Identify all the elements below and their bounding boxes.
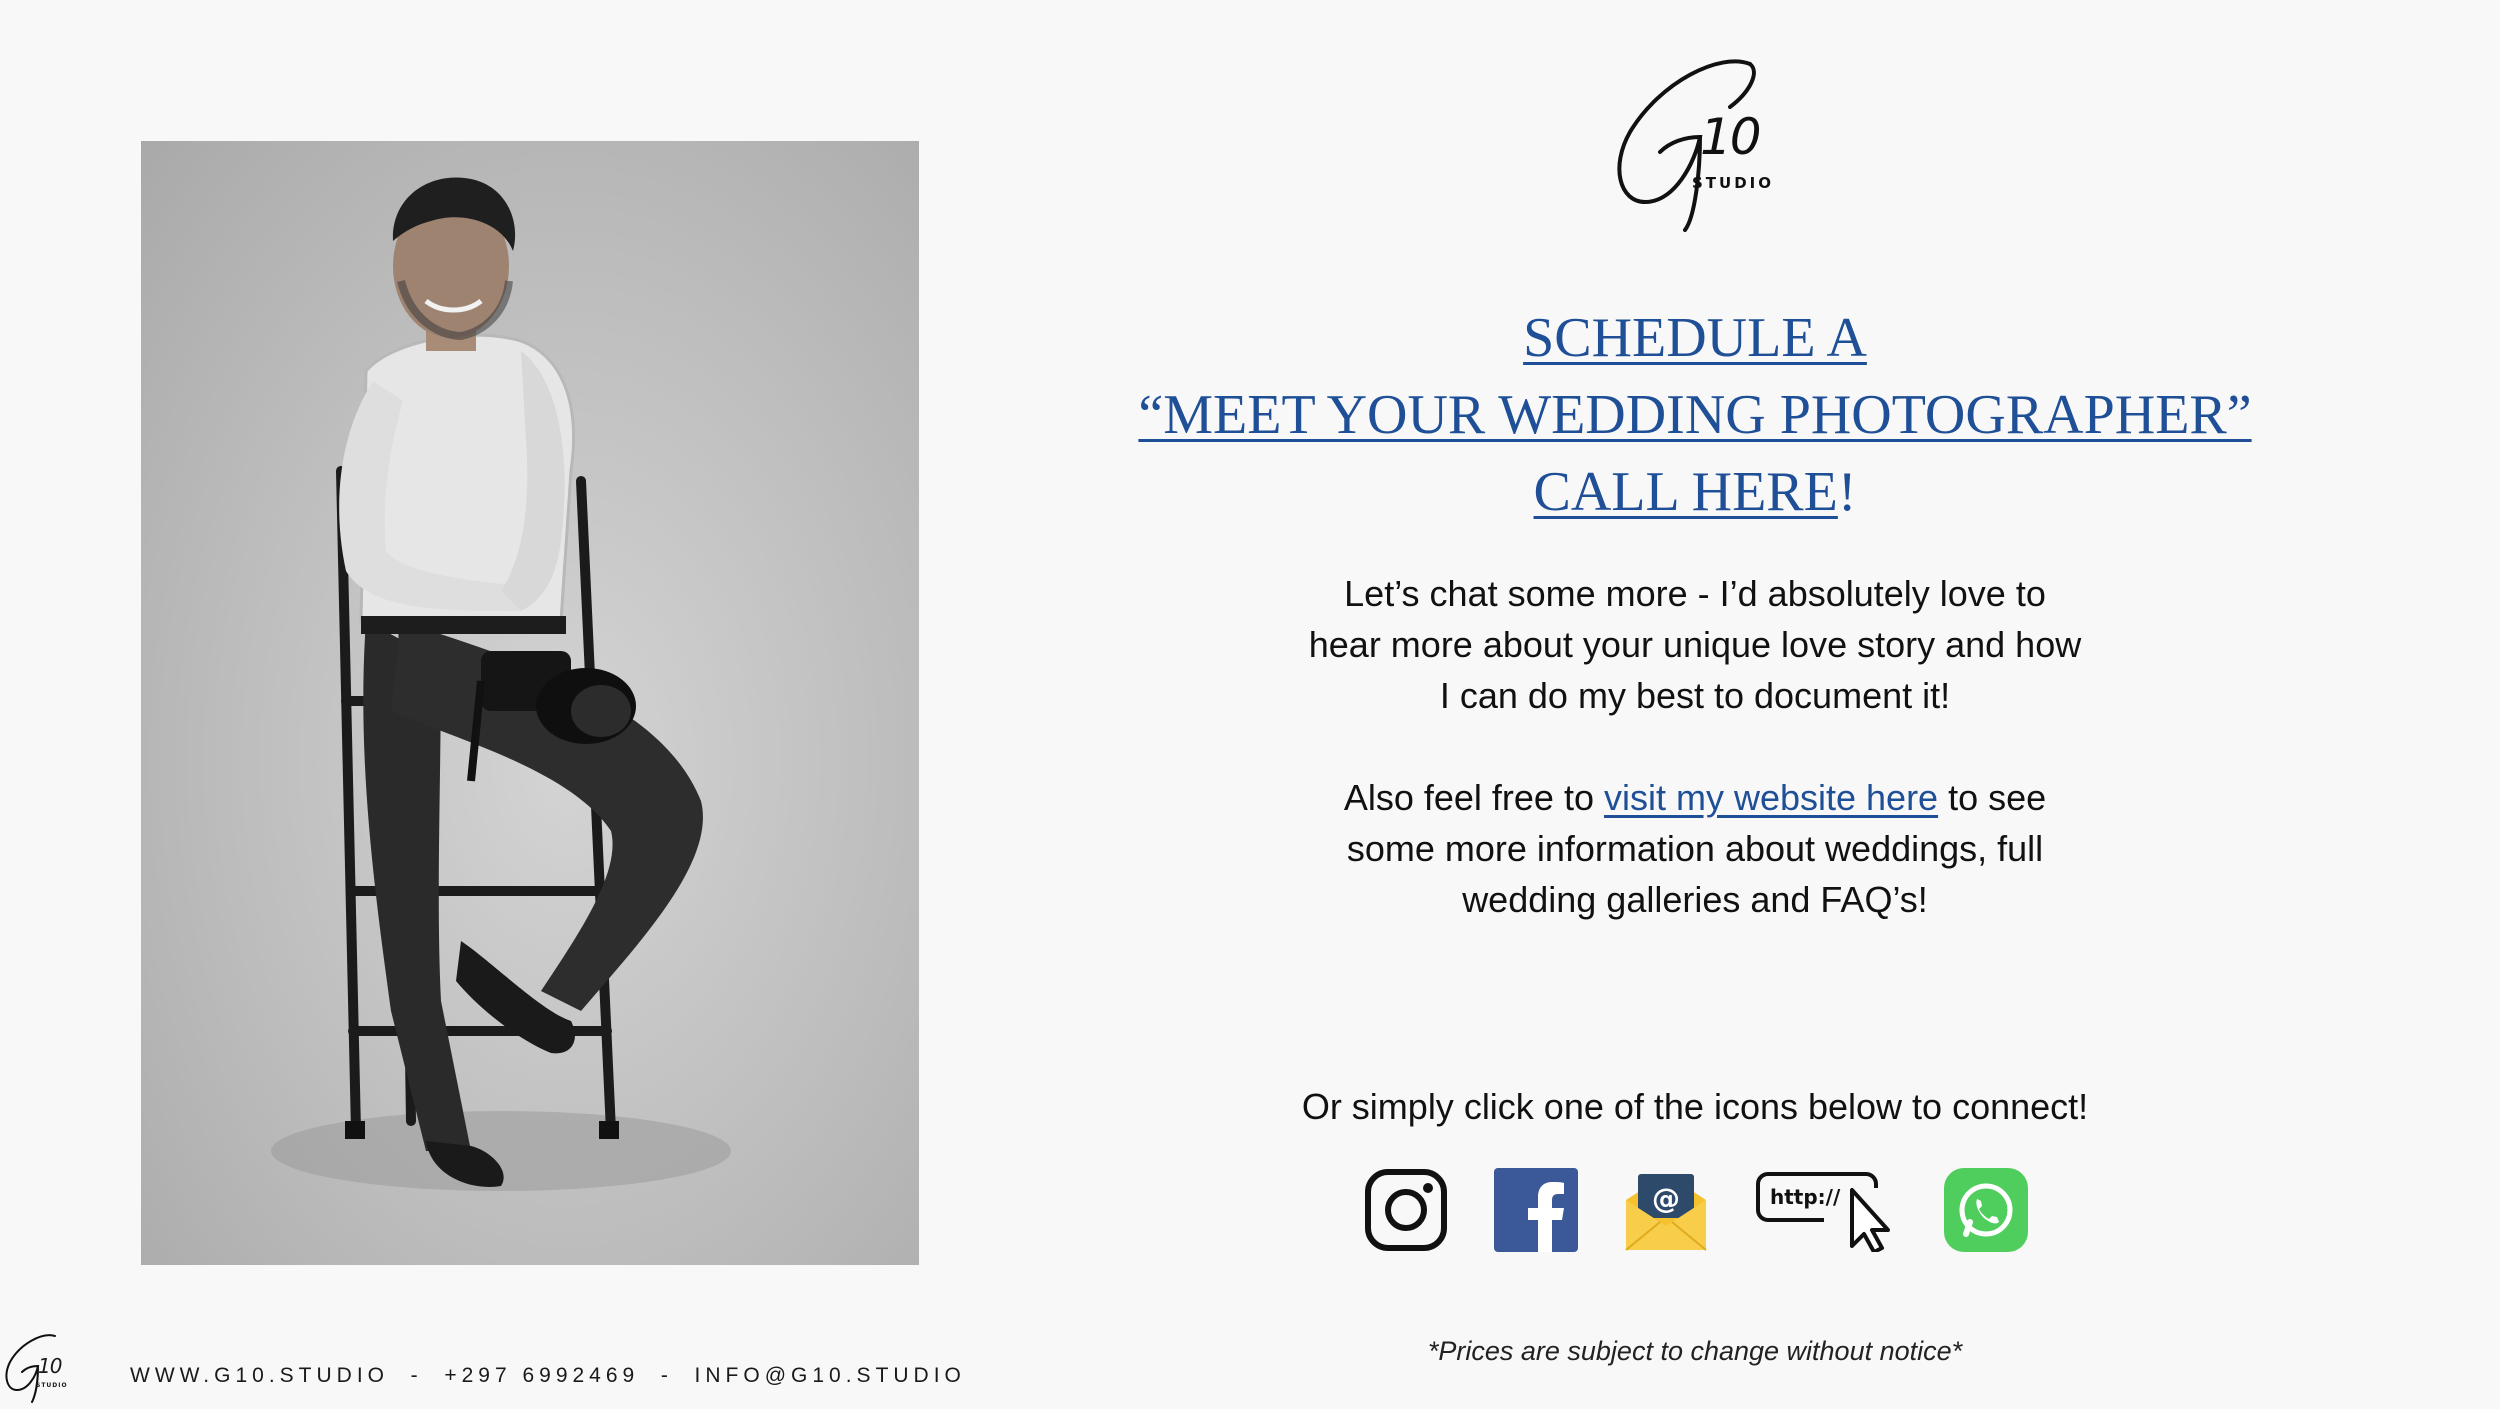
schedule-link-line1[interactable]: SCHEDULE A bbox=[1523, 307, 1867, 369]
footer-logo-number: 10 bbox=[38, 1354, 62, 1378]
website-suffix: to see bbox=[1938, 777, 2047, 818]
g10-studio-logo bbox=[1600, 52, 1790, 232]
logo-wordmark: STUDIO bbox=[1692, 174, 1774, 192]
website-line: some more information about weddings, full bbox=[1346, 828, 2044, 869]
headline-exclamation: ! bbox=[1837, 461, 1857, 523]
connect-prompt: Or simply click one of the icons below to connect! bbox=[1301, 1086, 2089, 1127]
logo-number: 10 bbox=[1700, 108, 1760, 166]
website-icon[interactable] bbox=[1754, 1168, 1899, 1252]
intro-line: Let’s chat some more - I’d absolutely love to bbox=[1344, 573, 2046, 614]
intro-line: I can do my best to document it! bbox=[1439, 675, 1951, 716]
website-line: wedding galleries and FAQ’s! bbox=[1462, 879, 1928, 920]
footer-contact-line: WWW.G10.STUDIO - +297 6992469 - INFO@G10.STUDIO bbox=[130, 1364, 966, 1387]
http-glyph: http:// bbox=[1770, 1185, 1841, 1209]
visit-website-link[interactable]: visit my website here bbox=[1603, 777, 1939, 818]
footer-logo bbox=[0, 1330, 74, 1404]
schedule-link-line3[interactable]: CALL HERE bbox=[1533, 461, 1838, 523]
footer-logo-wordmark: STUDIO bbox=[36, 1382, 68, 1389]
website-paragraph bbox=[1190, 772, 2200, 925]
g-signature-icon bbox=[1600, 52, 1790, 232]
instagram-icon[interactable] bbox=[1364, 1168, 1448, 1252]
intro-paragraph bbox=[1190, 568, 2200, 721]
schedule-call-headline bbox=[1040, 300, 2350, 531]
website-prefix: Also feel free to bbox=[1343, 777, 1604, 818]
schedule-link-line2[interactable]: “MEET YOUR WEDDING PHOTOGRAPHER” bbox=[1138, 384, 2252, 446]
email-at-glyph: @ bbox=[1652, 1182, 1680, 1215]
facebook-icon[interactable] bbox=[1494, 1168, 1578, 1252]
price-notice: *Prices are subject to change without notice* bbox=[1427, 1336, 1963, 1366]
photographer-portrait bbox=[141, 141, 919, 1265]
portrait-illustration bbox=[141, 141, 919, 1265]
footer-g-signature-icon bbox=[0, 1330, 74, 1404]
email-icon[interactable] bbox=[1624, 1168, 1708, 1252]
intro-line: hear more about your unique love story and how bbox=[1308, 624, 2082, 665]
whatsapp-icon[interactable] bbox=[1944, 1168, 2028, 1252]
